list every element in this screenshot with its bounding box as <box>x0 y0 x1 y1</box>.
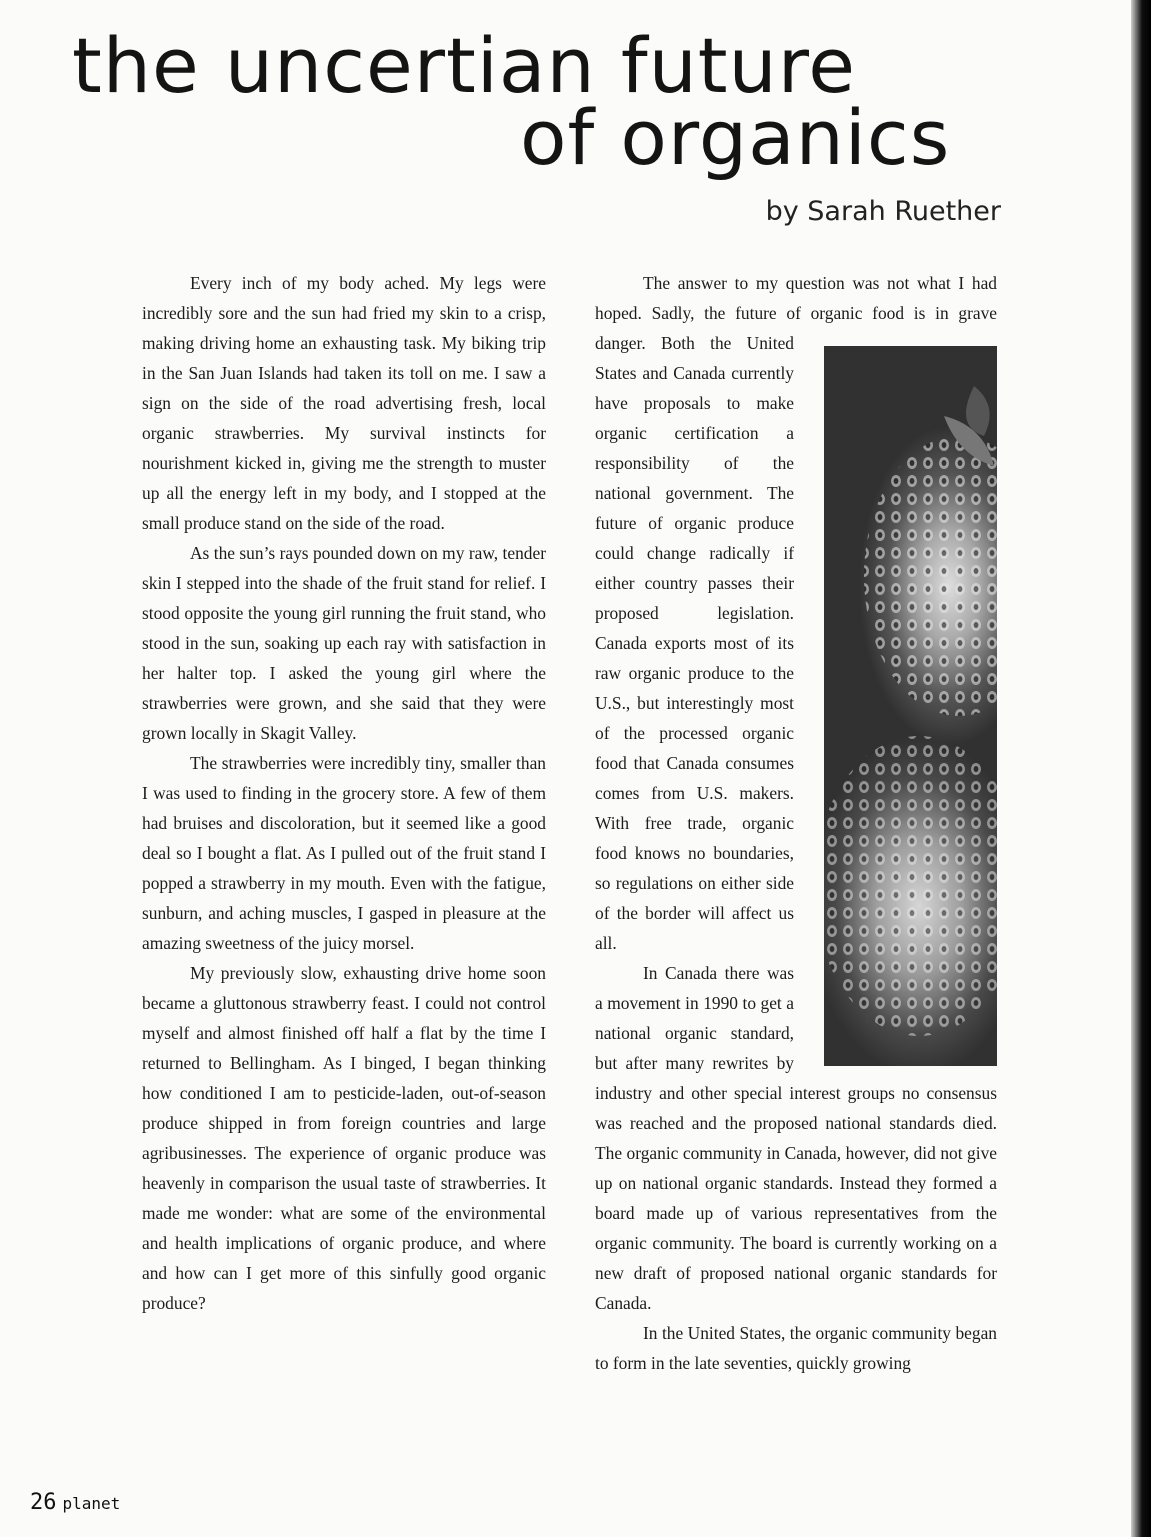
body-column-right <box>595 268 997 1378</box>
strawberry-photo <box>824 346 997 1066</box>
page-number: 26 <box>30 1490 57 1515</box>
paragraph: My previously slow, exhausting drive home soon became a gluttonous strawberry feast. I could not control myself and almost finished off half a flat by the time I returned to Bellingham. As I binged, I began thinking how conditioned I am to pesticide-laden, out-of-season produce shipped in from foreign countries and large agribusinesses. The experience of organic produce was heavenly in comparison the usual taste of strawberries. It made me wonder: what are some of the environmental and health implications of organic produce, and where and how can I get more of this sinfully good organic produce? <box>142 963 546 1313</box>
paragraph: In the United States, the organic community began to form in the late seventies, quickly growing <box>595 1323 997 1373</box>
page-footer <box>30 1490 120 1515</box>
byline: by Sarah Ruether <box>765 196 1001 227</box>
paragraph: The strawberries were incredibly tiny, smaller than I was used to finding in the grocery store. A few of them had bruises and discoloration, but it seemed like a good deal so I bought a flat. As I pulled out of the fruit stand I popped a strawberry in my mouth. Even with the fatigue, sunburn, and aching muscles, I gasped in pleasure at the amazing sweetness of the juicy morsel. <box>142 753 546 953</box>
paragraph: Every inch of my body ached. My legs were incredibly sore and the sun had fried my skin to a crisp, making driving home an exhausting task. My biking trip in the San Juan Islands had taken its toll on me. I saw a sign on the side of the road advertising fresh, local organic strawberries. My survival instincts for nourishment kicked in, giving me the strength to muster up all the energy left in my body, and I stopped at the small produce stand on the side of the road. <box>142 273 546 533</box>
paragraph: As the sun’s rays pounded down on my raw, tender skin I stepped into the shade of the fruit stand for relief. I stood opposite the young girl running the fruit stand, who stood in the sun, soaking up each ray with satisfaction in her halter top. I asked the young girl where the strawberries were grown, and she said that they were grown locally in Skagit Valley. <box>142 543 546 743</box>
article-title-line-1: the uncertian future <box>72 21 857 110</box>
article-title-line-2: of organics <box>520 93 951 182</box>
magazine-name: planet <box>62 1494 121 1513</box>
paragraph: In Canada there was a movement in 1990 to get a national organic standard, but after many rewrites by industry and other special interest groups no consensus was reached and the proposed national standards died. The organic community in Canada, however, did not give up on national organic standards. Instead they formed a board made up of various representatives from the organic community. The board is currently working on a new draft of proposed national organic standards for Canada. <box>595 963 997 1313</box>
paragraph: The answer to my question was not what I had hoped. Sadly, the future of organic food is in grave danger. Both the United States and Canada currently have proposals to make organic certification a responsibility of the national government. The future of organic produce could change radically if either country passes their proposed legislation. Canada exports most of its raw organic produce to the U.S., but interestingly most of the processed organic food that Canada consumes comes from U.S. makers. With free trade, organic food knows no boundaries, so regulations on either side of the border will affect us all. <box>595 273 997 953</box>
page-edge-shadow <box>1131 0 1151 1537</box>
body-column-left <box>142 268 546 1318</box>
